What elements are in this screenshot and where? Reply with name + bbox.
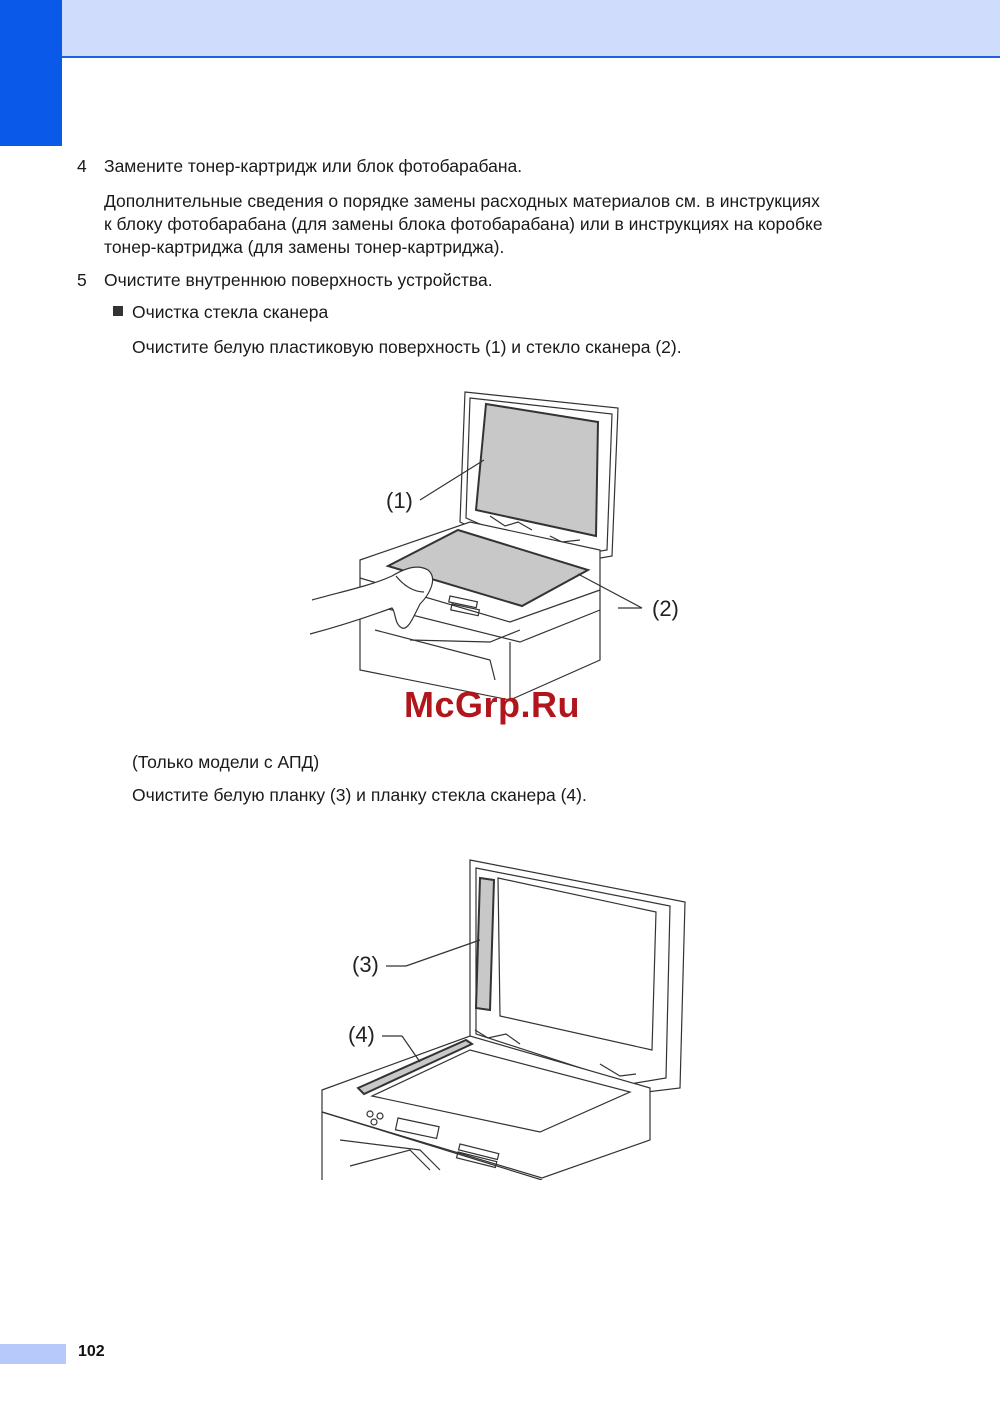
page-number: 102	[78, 1343, 105, 1360]
step-5-number: 5	[77, 270, 87, 290]
callout-3: (3)	[352, 952, 379, 977]
step-4-text: Замените тонер-картридж или блок фотобарабана.	[104, 156, 523, 176]
step-4-detail-line-2: к блоку фотобарабана (для замены блока фотобарабана) или в инструкциях на коробке	[104, 214, 823, 234]
watermark-logo: McGrp.Ru	[404, 684, 581, 725]
step-4-detail-line-1: Дополнительные сведения о порядке замены расходных материалов см. в инструкциях	[104, 191, 820, 211]
step-4-detail-line-3: тонер-картриджа (для замены тонер-картриджа).	[104, 237, 505, 257]
step-4-number: 4	[77, 156, 87, 176]
chapter-tab	[0, 0, 62, 146]
figure-scanner-glass	[300, 380, 700, 730]
step-5-text: Очистите внутреннюю поверхность устройства.	[104, 270, 493, 290]
adf-models-note: (Только модели с АПД)	[132, 752, 320, 772]
header-rule	[62, 56, 1000, 58]
footer-band	[0, 1344, 66, 1364]
instruction-clean-glass: Очистите белую пластиковую поверхность (1) и стекло сканера (2).	[132, 337, 682, 357]
bullet-scanner-glass: Очистка стекла сканера	[132, 302, 329, 322]
callout-2: (2)	[652, 596, 679, 621]
figure-adf-strips	[310, 850, 700, 1180]
white-strip	[476, 878, 494, 1010]
callout-1: (1)	[386, 488, 413, 513]
header-band	[0, 0, 1000, 56]
callout-4: (4)	[348, 1022, 375, 1047]
instruction-clean-strips: Очистите белую планку (3) и планку стекла сканера (4).	[132, 785, 587, 805]
bullet-square-icon	[113, 306, 123, 316]
